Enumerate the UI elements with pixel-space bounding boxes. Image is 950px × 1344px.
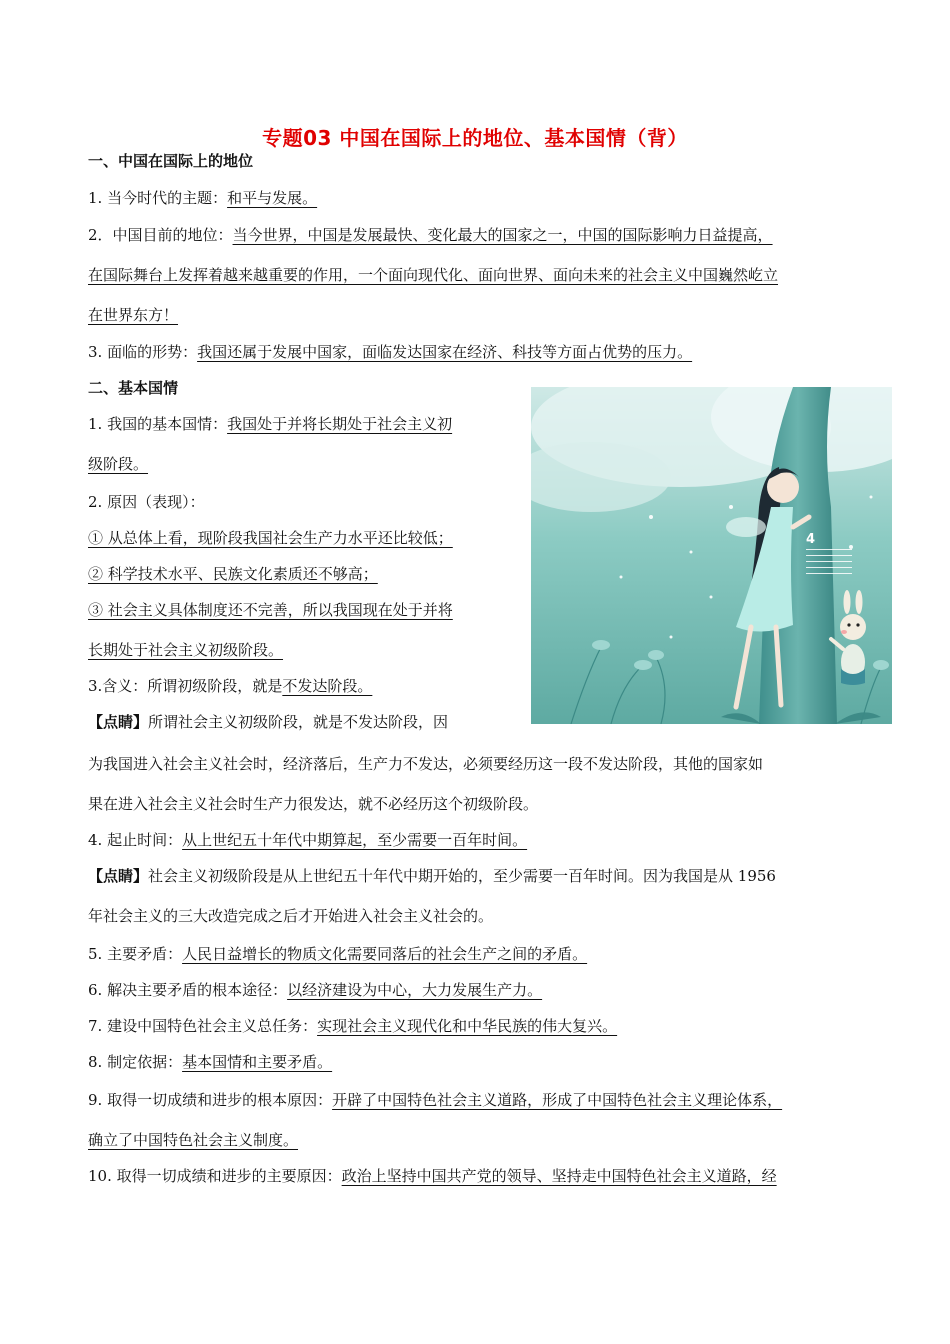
s1-item1-label: 1. 当今时代的主题： xyxy=(88,189,228,207)
s2-item1-answer-2: 级阶段。 xyxy=(88,455,149,473)
page-title: 专题03 中国在国际上的地位、基本国情（背） xyxy=(262,126,688,150)
s2-item3-label: 3.含义：所谓初级阶段，就是 xyxy=(88,677,283,695)
s2-note2-2: 年社会主义的三大改造完成之后才开始进入社会主义社会的。 xyxy=(88,907,494,925)
s2-note1-2: 为我国进入社会主义社会时，经济落后，生产力不发达，必须要经历这一段不发达阶段，其他的国家如 xyxy=(88,755,764,773)
s1-item2-answer-3: 在世界东方！ xyxy=(88,306,179,324)
s2-item4-answer: 从上世纪五十年代中期算起，至少需要一百年时间。 xyxy=(182,831,528,849)
s1-item3-answer: 我国还属于发展中国家，面临发达国家在经济、科技等方面占优势的压力。 xyxy=(197,343,693,361)
s2-item9 xyxy=(88,1090,782,1110)
s2-item5 xyxy=(88,944,587,964)
s2-item10 xyxy=(88,1166,777,1186)
s1-item3-label: 3. 面临的形势： xyxy=(88,343,198,361)
note2-tag: 【点睛】 xyxy=(88,867,149,885)
s2-item9-label: 9. 取得一切成绩和进步的根本原因： xyxy=(88,1091,333,1109)
section2-heading: 二、基本国情 xyxy=(88,379,179,397)
s1-item2 xyxy=(88,225,773,245)
s2-item8-label: 8. 制定依据： xyxy=(88,1053,183,1071)
s2-note2-1 xyxy=(88,866,776,886)
calendar-number: 4 xyxy=(806,532,816,547)
note1-text-1: 所谓社会主义初级阶段，就是不发达阶段，因 xyxy=(148,713,449,731)
s2-item8-answer: 基本国情和主要矛盾。 xyxy=(182,1053,333,1071)
s2-item4-label: 4. 起止时间： xyxy=(88,831,183,849)
s2-note1-1 xyxy=(88,712,448,732)
s2-item2-label: 2. 原因（表现）： xyxy=(88,493,205,511)
s1-item3 xyxy=(88,342,692,362)
s2-item1-answer-1: 我国处于并将长期处于社会主义初 xyxy=(227,415,453,433)
note1-tag: 【点睛】 xyxy=(88,713,149,731)
note2-text-1: 社会主义初级阶段是从上世纪五十年代中期开始的，至少需要一百年时间。因为我国是从 1956 xyxy=(148,867,776,885)
section1-heading: 一、中国在国际上的地位 xyxy=(88,152,254,170)
s2-item10-answer: 政治上坚持中国共产党的领导、坚持走中国特色社会主义道路，经 xyxy=(341,1167,777,1185)
s2-reason1: ① 从总体上看，现阶段我国社会生产力水平还比较低； xyxy=(88,529,453,547)
girl-tree-illustration xyxy=(531,387,892,724)
s2-item10-label: 10. 取得一切成绩和进步的主要原因： xyxy=(88,1167,342,1185)
s2-item8 xyxy=(88,1052,332,1072)
s2-item5-label: 5. 主要矛盾： xyxy=(88,945,183,963)
s1-item2-answer-1: 当今世界，中国是发展最快、变化最大的国家之一，中国的国际影响力日益提高， xyxy=(232,226,773,244)
s2-item6-answer: 以经济建设为中心，大力发展生产力。 xyxy=(287,981,543,999)
s2-item6 xyxy=(88,980,542,1000)
s2-item9-answer-2: 确立了中国特色社会主义制度。 xyxy=(88,1131,299,1149)
s2-item5-answer: 人民日益增长的物质文化需要同落后的社会生产之间的矛盾。 xyxy=(182,945,588,963)
s2-item3 xyxy=(88,676,372,696)
s2-reason3-2: 长期处于社会主义初级阶段。 xyxy=(88,641,284,659)
s1-item2-answer-2: 在国际舞台上发挥着越来越重要的作用，一个面向现代化、面向世界、面向未来的社会主义中国巍然屹立 xyxy=(88,266,779,284)
s2-item7-answer: 实现社会主义现代化和中华民族的伟大复兴。 xyxy=(317,1017,618,1035)
s2-item4 xyxy=(88,830,527,850)
s1-item2-label: 2．中国目前的地位： xyxy=(88,226,233,244)
s2-reason2: ② 科学技术水平、民族文化素质还不够高； xyxy=(88,565,378,583)
s2-item1 xyxy=(88,414,452,434)
s2-item1-label: 1. 我国的基本国情： xyxy=(88,415,228,433)
s1-item1 xyxy=(88,188,317,208)
s1-item1-answer: 和平与发展。 xyxy=(227,189,318,207)
s2-note1-3: 果在进入社会主义社会时生产力很发达，就不必经历这个初级阶段。 xyxy=(88,795,539,813)
s2-item9-answer-1: 开辟了中国特色社会主义道路，形成了中国特色社会主义理论体系， xyxy=(332,1091,783,1109)
s2-item6-label: 6. 解决主要矛盾的根本途径： xyxy=(88,981,288,999)
s2-item7 xyxy=(88,1016,617,1036)
s2-reason3-1: ③ 社会主义具体制度还不完善，所以我国现在处于并将 xyxy=(88,601,453,619)
s2-item3-answer: 不发达阶段。 xyxy=(282,677,373,695)
s2-item7-label: 7. 建设中国特色社会主义总任务： xyxy=(88,1017,318,1035)
